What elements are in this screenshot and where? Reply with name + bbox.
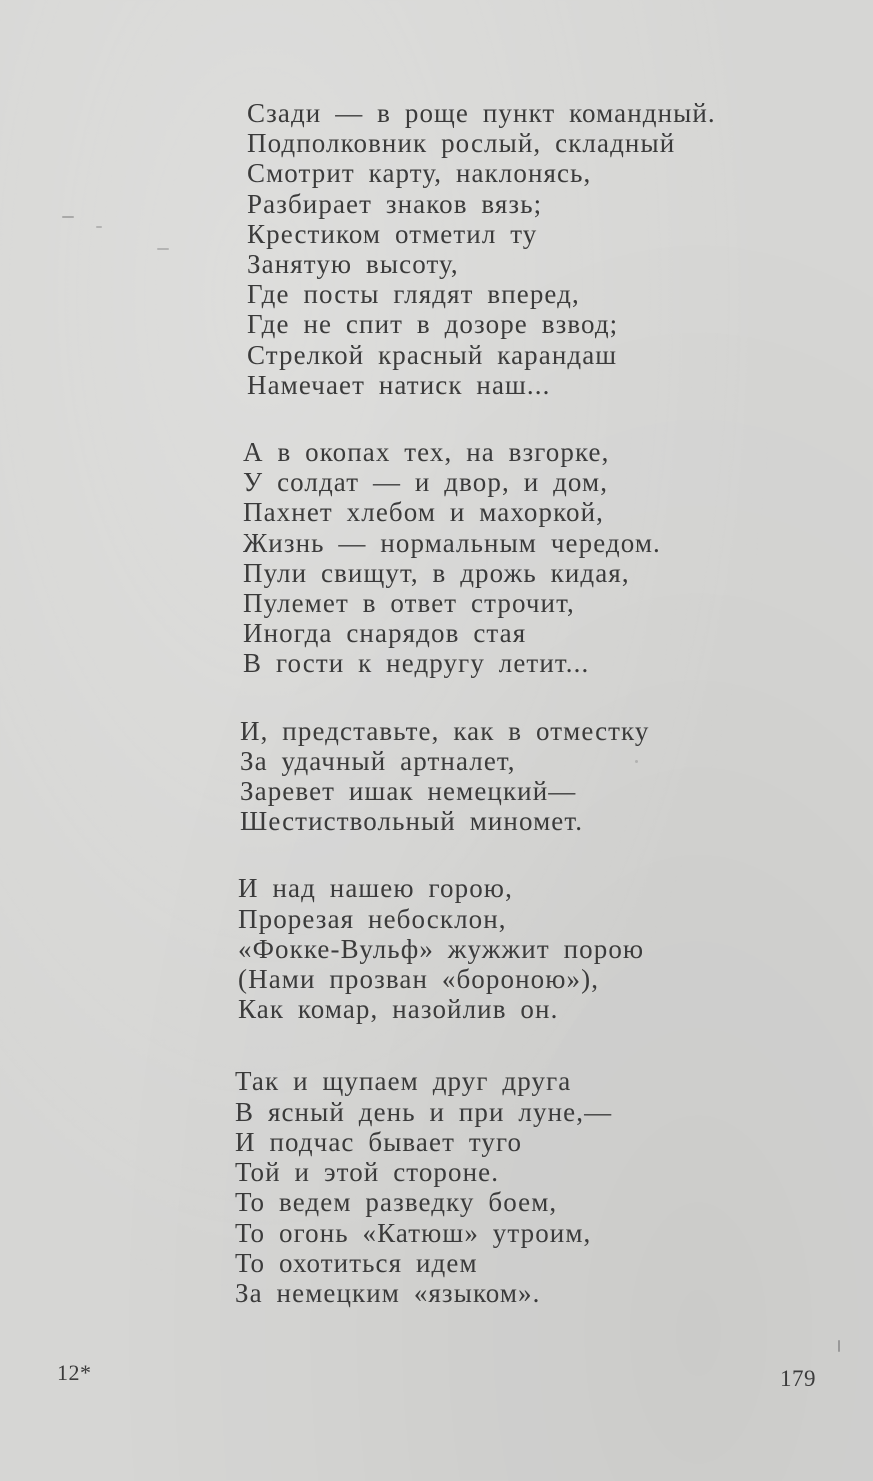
poem-line: Крестиком отметил ту [247,218,538,249]
poem-line: То охотиться идем [235,1247,478,1278]
stanza-2 [243,437,873,679]
poem-line: Пули свищут, в дрожь кидая, [243,557,630,588]
poem-line: Жизнь — нормальным чередом. [243,527,661,558]
stanza-3 [240,716,873,837]
poem-line: (Нами прозван «бороною»), [238,964,600,995]
poem-line: А в окопах тех, на взгорке, [243,437,610,468]
poem-line: Намечает натиск наш... [247,369,551,400]
poem-line: То огонь «Катюш» утроим, [235,1217,592,1248]
paper-speck [635,760,638,763]
poem-line: То ведем разведку боем, [235,1187,558,1218]
poem-line: Где не спит в дозоре взвод; [247,309,619,340]
poem-line: У солдат — и двор, и дом, [243,467,609,498]
poem-line: Заревет ишак немецкий— [240,776,577,807]
poem-line: Как комар, назойлив он. [238,994,559,1025]
poem-line: В гости к недругу летит... [243,648,590,679]
stanza-4 [238,873,873,1024]
poem-line: Подполковник рослый, складный [247,128,676,159]
poem-line: И над нашею горою, [238,873,513,904]
poem-line: Прорезая небосклон, [238,903,507,934]
stanza-5 [235,1066,873,1308]
poem-line: Смотрит карту, наклонясь, [247,158,592,189]
poem-line: Шестиствольный миномет. [240,806,584,837]
poem-line: Стрелкой красный карандаш [247,339,618,370]
poem-line: И, представьте, как в отместку [240,715,650,746]
paper-speck [62,216,74,218]
paper-speck [96,226,102,228]
poem-line: Пахнет хлебом и махоркой, [243,497,604,528]
poem-line: Разбирает знаков вязь; [247,188,543,219]
poem-line: Пулемет в ответ строчит, [243,588,575,619]
page-number: 179 [780,1366,816,1391]
poem-line: В ясный день и при луне,— [235,1096,613,1127]
paper-speck [838,1340,840,1352]
poem-line: Сзади — в роще пункт командный. [247,98,716,128]
poem-line: За удачный артналет, [240,745,516,776]
poem-line: Иногда снарядов стая [243,618,527,649]
signature-mark: 12* [57,1360,92,1385]
poem-line: Так и щупаем друг друга [235,1066,572,1097]
poem-line: И подчас бывает туго [235,1126,523,1157]
poem-line: За немецким «языком». [235,1277,541,1308]
poem-text [0,98,873,1308]
poem-line: «Фокке-Вульф» жужжит порою [238,933,645,964]
paper-speck [157,248,169,250]
poem-line: Той и этой стороне. [235,1157,500,1188]
poem-line: Где посты глядят вперед, [247,279,580,310]
stanza-1 [247,98,873,400]
poem-line: Занятую высоту, [247,249,459,280]
